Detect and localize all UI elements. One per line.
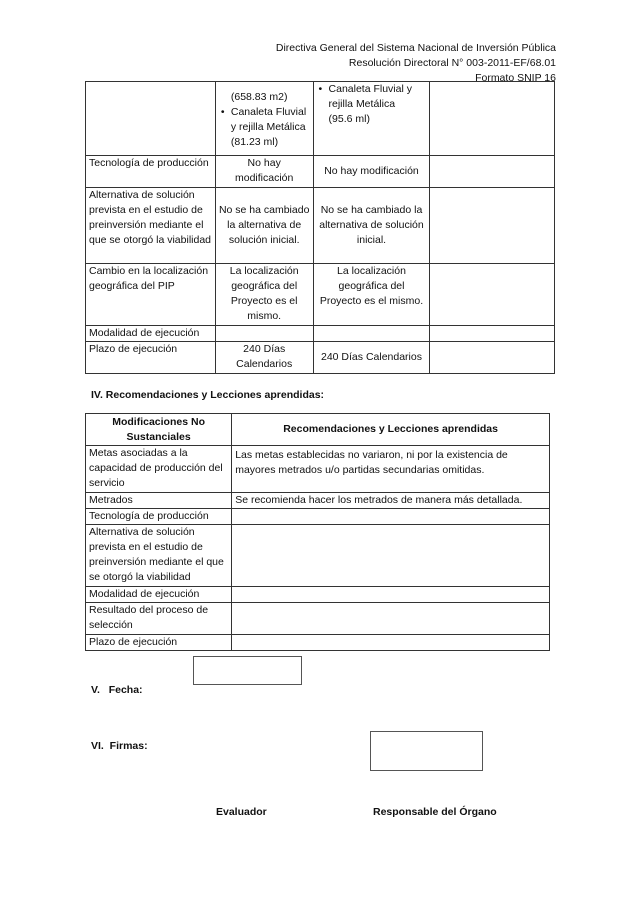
row-label: Modalidad de ejecución — [86, 326, 216, 342]
recommendations-table — [85, 413, 550, 651]
header-line-1: Directiva General del Sistema Nacional de Inversión Pública — [275, 42, 556, 54]
row-label: Tecnología de producción — [86, 509, 232, 525]
table-cell — [430, 82, 555, 156]
table-cell — [430, 264, 555, 326]
table-cell — [232, 587, 550, 603]
table-cell — [430, 326, 555, 342]
table-cell: La localización geográfica del Proyecto es el mismo. — [313, 264, 430, 326]
changes-table — [85, 81, 555, 374]
table-cell: 240 Días Calendarios — [215, 342, 313, 374]
bullet-item: • Canaleta Fluvial y rejilla Metálica — [329, 82, 427, 112]
row-label: Alternativa de solución prevista en el estudio de preinversión mediante el que se otorgó la viabilidad — [86, 188, 216, 264]
table-cell: No se ha cambiado la alternativa de solución inicial. — [313, 188, 430, 264]
row-label: Alternativa de solución prevista en el estudio de preinversión mediante el que se otorgó la viabilidad — [86, 525, 232, 587]
table-cell — [313, 326, 430, 342]
row-label: Tecnología de producción — [86, 156, 216, 188]
document-header — [276, 41, 556, 86]
table-cell — [232, 509, 550, 525]
table-cell — [430, 156, 555, 188]
table-row — [86, 525, 550, 587]
table-row — [86, 342, 555, 374]
row-label: Metas asociadas a la capacidad de producción del servicio — [86, 446, 232, 493]
table-cell — [232, 603, 550, 635]
row-label: Plazo de ejecución — [86, 635, 232, 651]
table-row — [86, 446, 550, 493]
table-cell — [232, 635, 550, 651]
table-cell: La localización geográfica del Proyecto es el mismo. — [215, 264, 313, 326]
table-cell — [215, 82, 313, 156]
section-5-title: V. Fecha: — [91, 684, 143, 696]
column-header: Modificaciones No Sustanciales — [86, 414, 232, 446]
table-row — [86, 326, 555, 342]
header-line-3: Formato SNIP 16 — [475, 72, 556, 84]
table-cell: No hay modificación — [313, 156, 430, 188]
table-cell — [430, 188, 555, 264]
row-label: Resultado del proceso de selección — [86, 603, 232, 635]
table-cell: Las metas establecidas no variaron, ni por la existencia de mayores metrados u/o partidas secundarias omitidas. — [232, 446, 550, 493]
table-row — [86, 82, 555, 156]
table-cell: No se ha cambiado la alternativa de solución inicial. — [215, 188, 313, 264]
table-cell — [430, 342, 555, 374]
table-cell: 240 Días Calendarios — [313, 342, 430, 374]
section-4-title: IV. Recomendaciones y Lecciones aprendidas: — [91, 389, 325, 401]
table-cell: No hay modificación — [215, 156, 313, 188]
row-label: Metrados — [86, 493, 232, 509]
table-row — [86, 493, 550, 509]
header-line-2: Resolución Directoral N° 003-2011-EF/68.01 — [348, 57, 556, 69]
table-row — [86, 603, 550, 635]
date-field-box[interactable] — [193, 656, 302, 685]
table-row — [86, 587, 550, 603]
table-cell — [86, 82, 216, 156]
table-cell — [215, 326, 313, 342]
signature-responsable: Responsable del Órgano — [373, 806, 497, 818]
row-label: Plazo de ejecución — [86, 342, 216, 374]
bullet-item: • Canaleta Fluvial y rejilla Metálica — [231, 105, 310, 135]
table-cell — [313, 82, 430, 156]
table-row — [86, 264, 555, 326]
section-6-title: VI. Firmas: — [91, 740, 148, 752]
row-label: Modalidad de ejecución — [86, 587, 232, 603]
signature-box[interactable] — [370, 731, 483, 771]
signature-evaluador: Evaluador — [216, 806, 267, 818]
table-cell — [232, 525, 550, 587]
table-row — [86, 509, 550, 525]
column-header: Recomendaciones y Lecciones aprendidas — [232, 414, 550, 446]
row-label: Cambio en la localización geográfica del PIP — [86, 264, 216, 326]
table-row — [86, 635, 550, 651]
table-row — [86, 188, 555, 264]
table-header-row — [86, 414, 550, 446]
cell-text: (81.23 ml) — [230, 136, 279, 148]
cell-text: (95.6 ml) — [328, 113, 370, 125]
table-cell: Se recomienda hacer los metrados de manera más detallada. — [232, 493, 550, 509]
table-row — [86, 156, 555, 188]
cell-text: (658.83 m2) — [230, 91, 288, 103]
